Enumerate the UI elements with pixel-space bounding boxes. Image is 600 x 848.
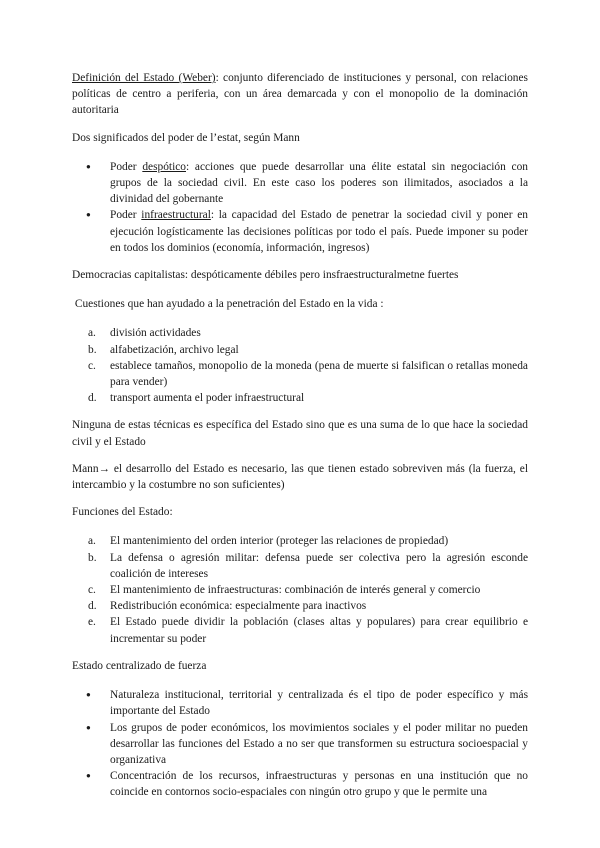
list-item: d. Redistribución económica: especialmente para inactivos <box>88 600 367 613</box>
funciones-title: Funciones del Estado: <box>72 506 173 519</box>
document-page <box>72 70 528 812</box>
cuestiones-list <box>72 325 528 406</box>
funciones-list <box>72 533 528 646</box>
list-item: e. El Estado puede dividir la población (clases altas y populares) para crear equilibrio e incrementar su poder <box>88 616 528 645</box>
mann-title: Dos significados del poder de l’estat, según Mann <box>72 131 300 144</box>
ninguna-paragraph: Ninguna de estas técnicas es específica del Estado sino que es una suma de lo que hace la sociedad civil y el Estado <box>72 419 528 448</box>
list-item: d. transport aumenta el poder infraestructural <box>88 392 305 405</box>
list-item: b. alfabetización, archivo legal <box>88 343 239 356</box>
weber-term: Definición del Estado (Weber) <box>72 72 216 84</box>
democracias-line: Democracias capitalistas: despóticamente débiles pero insfraestructuralmetne fuertes <box>72 269 459 282</box>
list-item: ● Poder infraestructural: la capacidad del Estado de penetrar la sociedad civil y poner en ejecución logísticamente las decisiones políticas por todo el país. Puede imponer su poder en todos los dominios (economía, información, ingresos) <box>72 207 528 256</box>
mann-arrow-paragraph: Mann→ el desarrollo del Estado es necesario, las que tienen estado sobreviven más (la fuerza, el intercambio y la costumbre no son suficientes) <box>72 462 528 492</box>
list-item: a. El mantenimiento del orden interior (proteger las relaciones de propiedad) <box>88 535 449 548</box>
cuestiones-title: Cuestiones que han ayudado a la penetración del Estado en la vida : <box>72 298 384 311</box>
list-item: ● Naturaleza institucional, territorial y centralizada és el tipo de poder específico y más importante del Estado <box>72 687 528 719</box>
list-item: b. La defensa o agresión militar: defensa puede ser colectiva pero la agresión esconde coalición de intereses <box>88 551 528 580</box>
list-item: ● Concentración de los recursos, infraestructuras y personas en una institución que no coincide en contornos socio-espaciales con ningún otro grupo y que le permite una <box>72 768 528 800</box>
list-item: c. establece tamaños, monopolio de la moneda (pena de muerte si falsifican o retallas moneda para vender) <box>88 359 528 389</box>
weber-text: : conjunto diferenciado de instituciones y personal, con relaciones políticas de centro a periferia, con un área demarcada y con el monopolio de la dominación autoritaria <box>72 72 528 117</box>
list-item: ● Los grupos de poder económicos, los movimientos sociales y el poder militar no pueden desarrollar las funciones del Estado a no ser que transformen su estructura socioespacial y organizativa <box>72 720 528 769</box>
centralizado-title: Estado centralizado de fuerza <box>72 659 207 672</box>
list-item: ● Poder despótico: acciones que puede desarrollar una élite estatal sin negociación con grupos de la sociedad civil. En este caso los poderes son ilimitados, asociados a la divinidad del gobernante <box>72 159 528 208</box>
list-item: c. El mantenimiento de infraestructuras: combinación de interés general y comercio <box>88 584 481 597</box>
centralizado-list <box>72 687 528 800</box>
list-item: a. división actividades <box>88 327 201 340</box>
weber-definition <box>72 70 528 119</box>
mann-list <box>72 159 528 256</box>
